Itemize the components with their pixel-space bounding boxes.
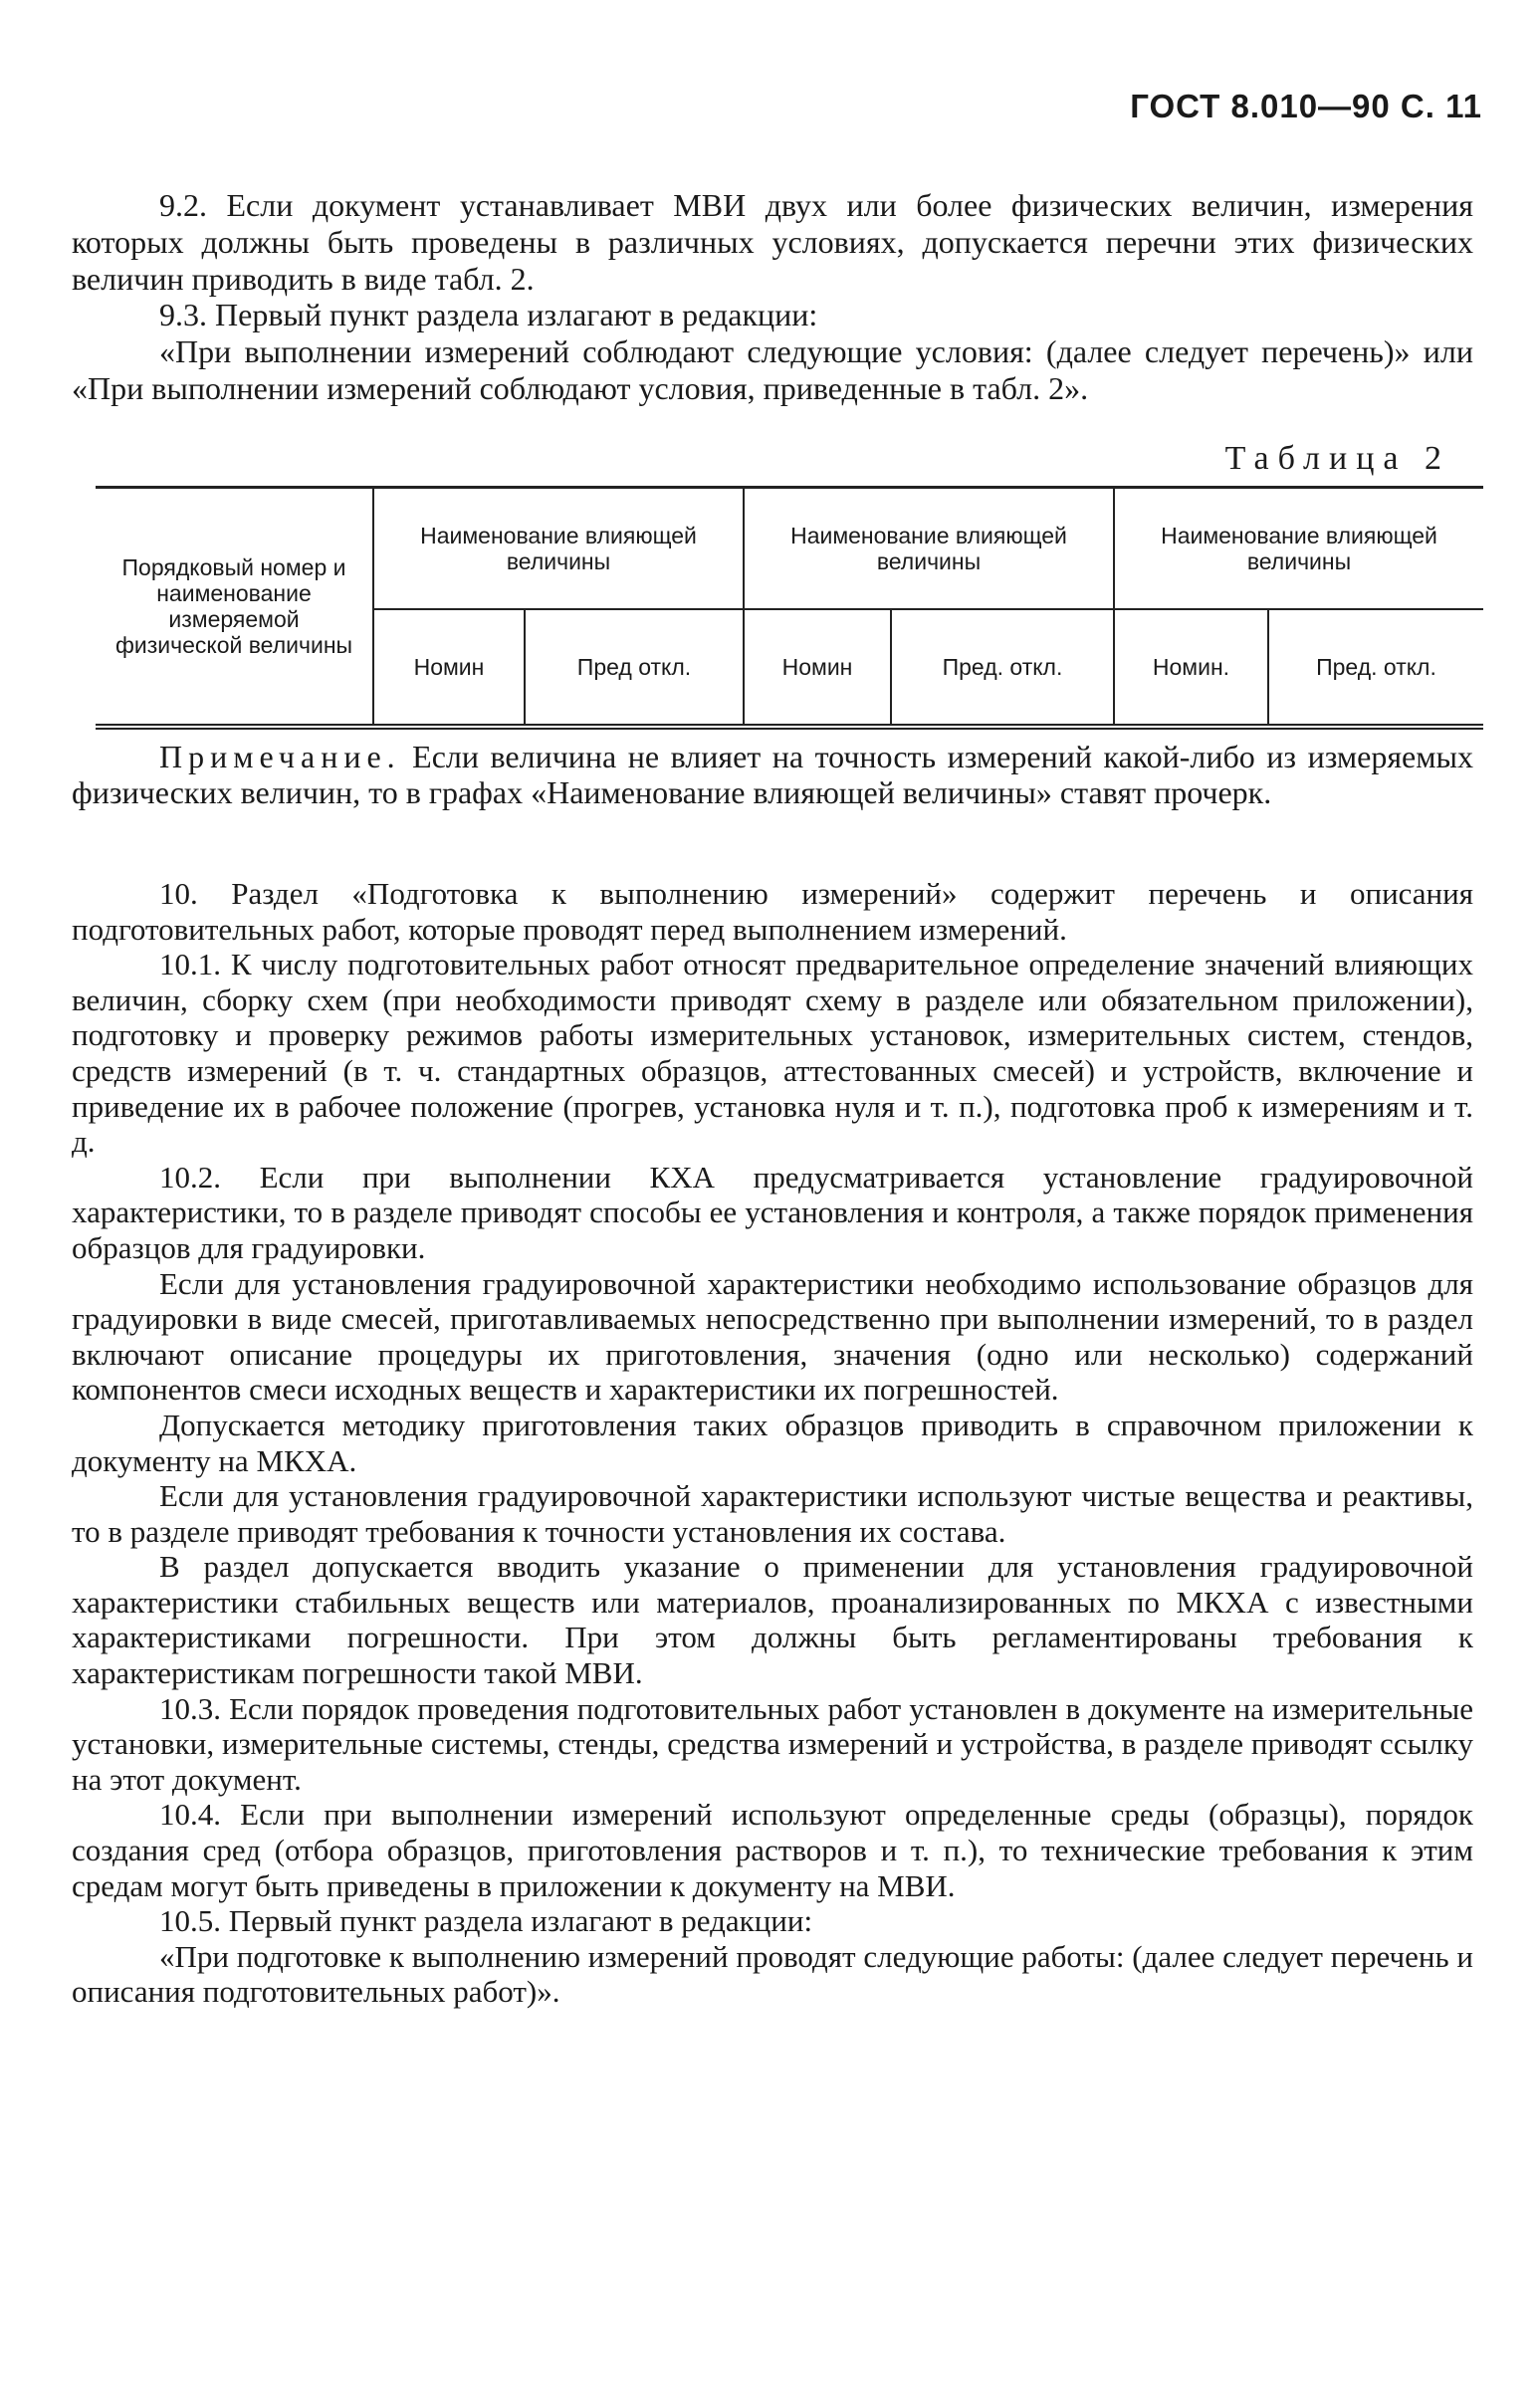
table-subheader-deviation-1: Пред откл. [525, 609, 744, 727]
paragraph-9-3: 9.3. Первый пункт раздела излагают в редакции: [159, 297, 818, 333]
paragraph-10-2-b: Допускается методику приготовления таких образцов приводить в справочном приложении к документу на МКХА. [72, 1407, 1473, 1478]
table-note [72, 739, 1473, 810]
paragraph-10-1: 10.1. К числу подготовительных работ относят предварительное определение значений влияющих величин, сборку схем (при необходимости приводят схему в разделе или обязательном приложении), подготовку и проверку режимов работы измерительных установок, измерительных систем, стендов, средств измерений (в т. ч. стандартных образцов, аттестованных смесей) и устройств, включение и приведение их в рабочее положение (прогрев, установка нуля и т. п.), подготовка проб к измерениям и т. д. [72, 947, 1473, 1160]
paragraph-10-2-d: В раздел допускается вводить указание о применении для установления градуировочной характеристики стабильных веществ или материалов, проанализированных по МКХА с известными характеристиками погрешности. При этом должны быть регламентированы требования к характеристикам погрешности такой МВИ. [72, 1549, 1473, 1691]
paragraph-10-3: 10.3. Если порядок проведения подготовительных работ установлен в документе на измерительные установки, измерительные системы, стенды, средства измерений и устройства, в разделе приводят ссылку на этот документ. [72, 1690, 1473, 1797]
table-caption: Таблица 2 [1224, 440, 1450, 477]
table-header-group-3: Наименование влияющей величины [1114, 488, 1483, 610]
paragraph-10-2: 10.2. Если при выполнении КХА предусматривается установление градуировочной характеристики, то в разделе приводят способы ее установления и контроля, а также порядок применения образцов для градуировки. [72, 1159, 1473, 1265]
intro-block [72, 187, 1473, 407]
table-subheader-nominal-2: Номин [744, 609, 891, 727]
table-subheader-deviation-2: Пред. откл. [891, 609, 1114, 727]
table-subheader-nominal-3: Номин. [1114, 609, 1268, 727]
section-10 [72, 876, 1473, 2010]
table-subheader-deviation-3: Пред. откл. [1268, 609, 1483, 727]
table-subheader-nominal-1: Номин [373, 609, 525, 727]
note-text: Если величина не влияет на точность измерений какой-либо из измеряемых физических величин, то в графах «Наименование влияющей величины» ставят прочерк. [72, 739, 1474, 810]
paragraph-9-2: 9.2. Если документ устанавливает МВИ двух или более физических величин, измерения которых должны быть проведены в различных условиях, допускается перечни этих физических величин приводить в виде табл. 2. [72, 187, 1473, 297]
table-header-group-2: Наименование влияющей величины [744, 488, 1114, 610]
paragraph-10: 10. Раздел «Подготовка к выполнению измерений» содержит перечень и описания подготовительных работ, которые проводят перед выполнением измерений. [72, 876, 1473, 947]
table-header-first-col: Порядковый номер и наименование измеряемой физической величины [114, 554, 353, 658]
paragraph-10-5: 10.5. Первый пункт раздела излагают в редакции: [159, 1903, 813, 1939]
paragraph-10-4: 10.4. Если при выполнении измерений используют определенные среды (образцы), порядок создания сред (отбора образцов, приготовления растворов и т. п.), то технические требования к этим средам могут быть приведены в приложении к документу на МВИ. [72, 1797, 1473, 1903]
paragraph-10-5-quote: «При подготовке к выполнению измерений проводят следующие работы: (далее следует перечень и описания подготовительных работ)». [72, 1938, 1473, 2010]
paragraph-9-3-quote: «При выполнении измерений соблюдают следующие условия: (далее следует перечень)» или «При выполнении измерений соблюдают условия, приведенные в табл. 2». [72, 333, 1473, 406]
table-header-group-1: Наименование влияющей величины [373, 488, 744, 610]
paragraph-10-2-c: Если для установления градуировочной характеристики используют чистые вещества и реактивы, то в разделе приводят требования к точности установления их состава. [72, 1478, 1473, 1549]
paragraph-10-2-a: Если для установления градуировочной характеристики необходимо использование образцов для градуировки в виде смесей, приготавливаемых непосредственно при выполнении измерений, то в раздел включают описание процедуры их приготовления, значения (одно или несколько) содержаний компонентов смеси исходных веществ и характеристики их погрешностей. [72, 1265, 1473, 1408]
page-header: ГОСТ 8.010—90 С. 11 [1130, 88, 1482, 124]
note-label: Примечание. [159, 739, 401, 774]
table-2 [96, 486, 1483, 730]
